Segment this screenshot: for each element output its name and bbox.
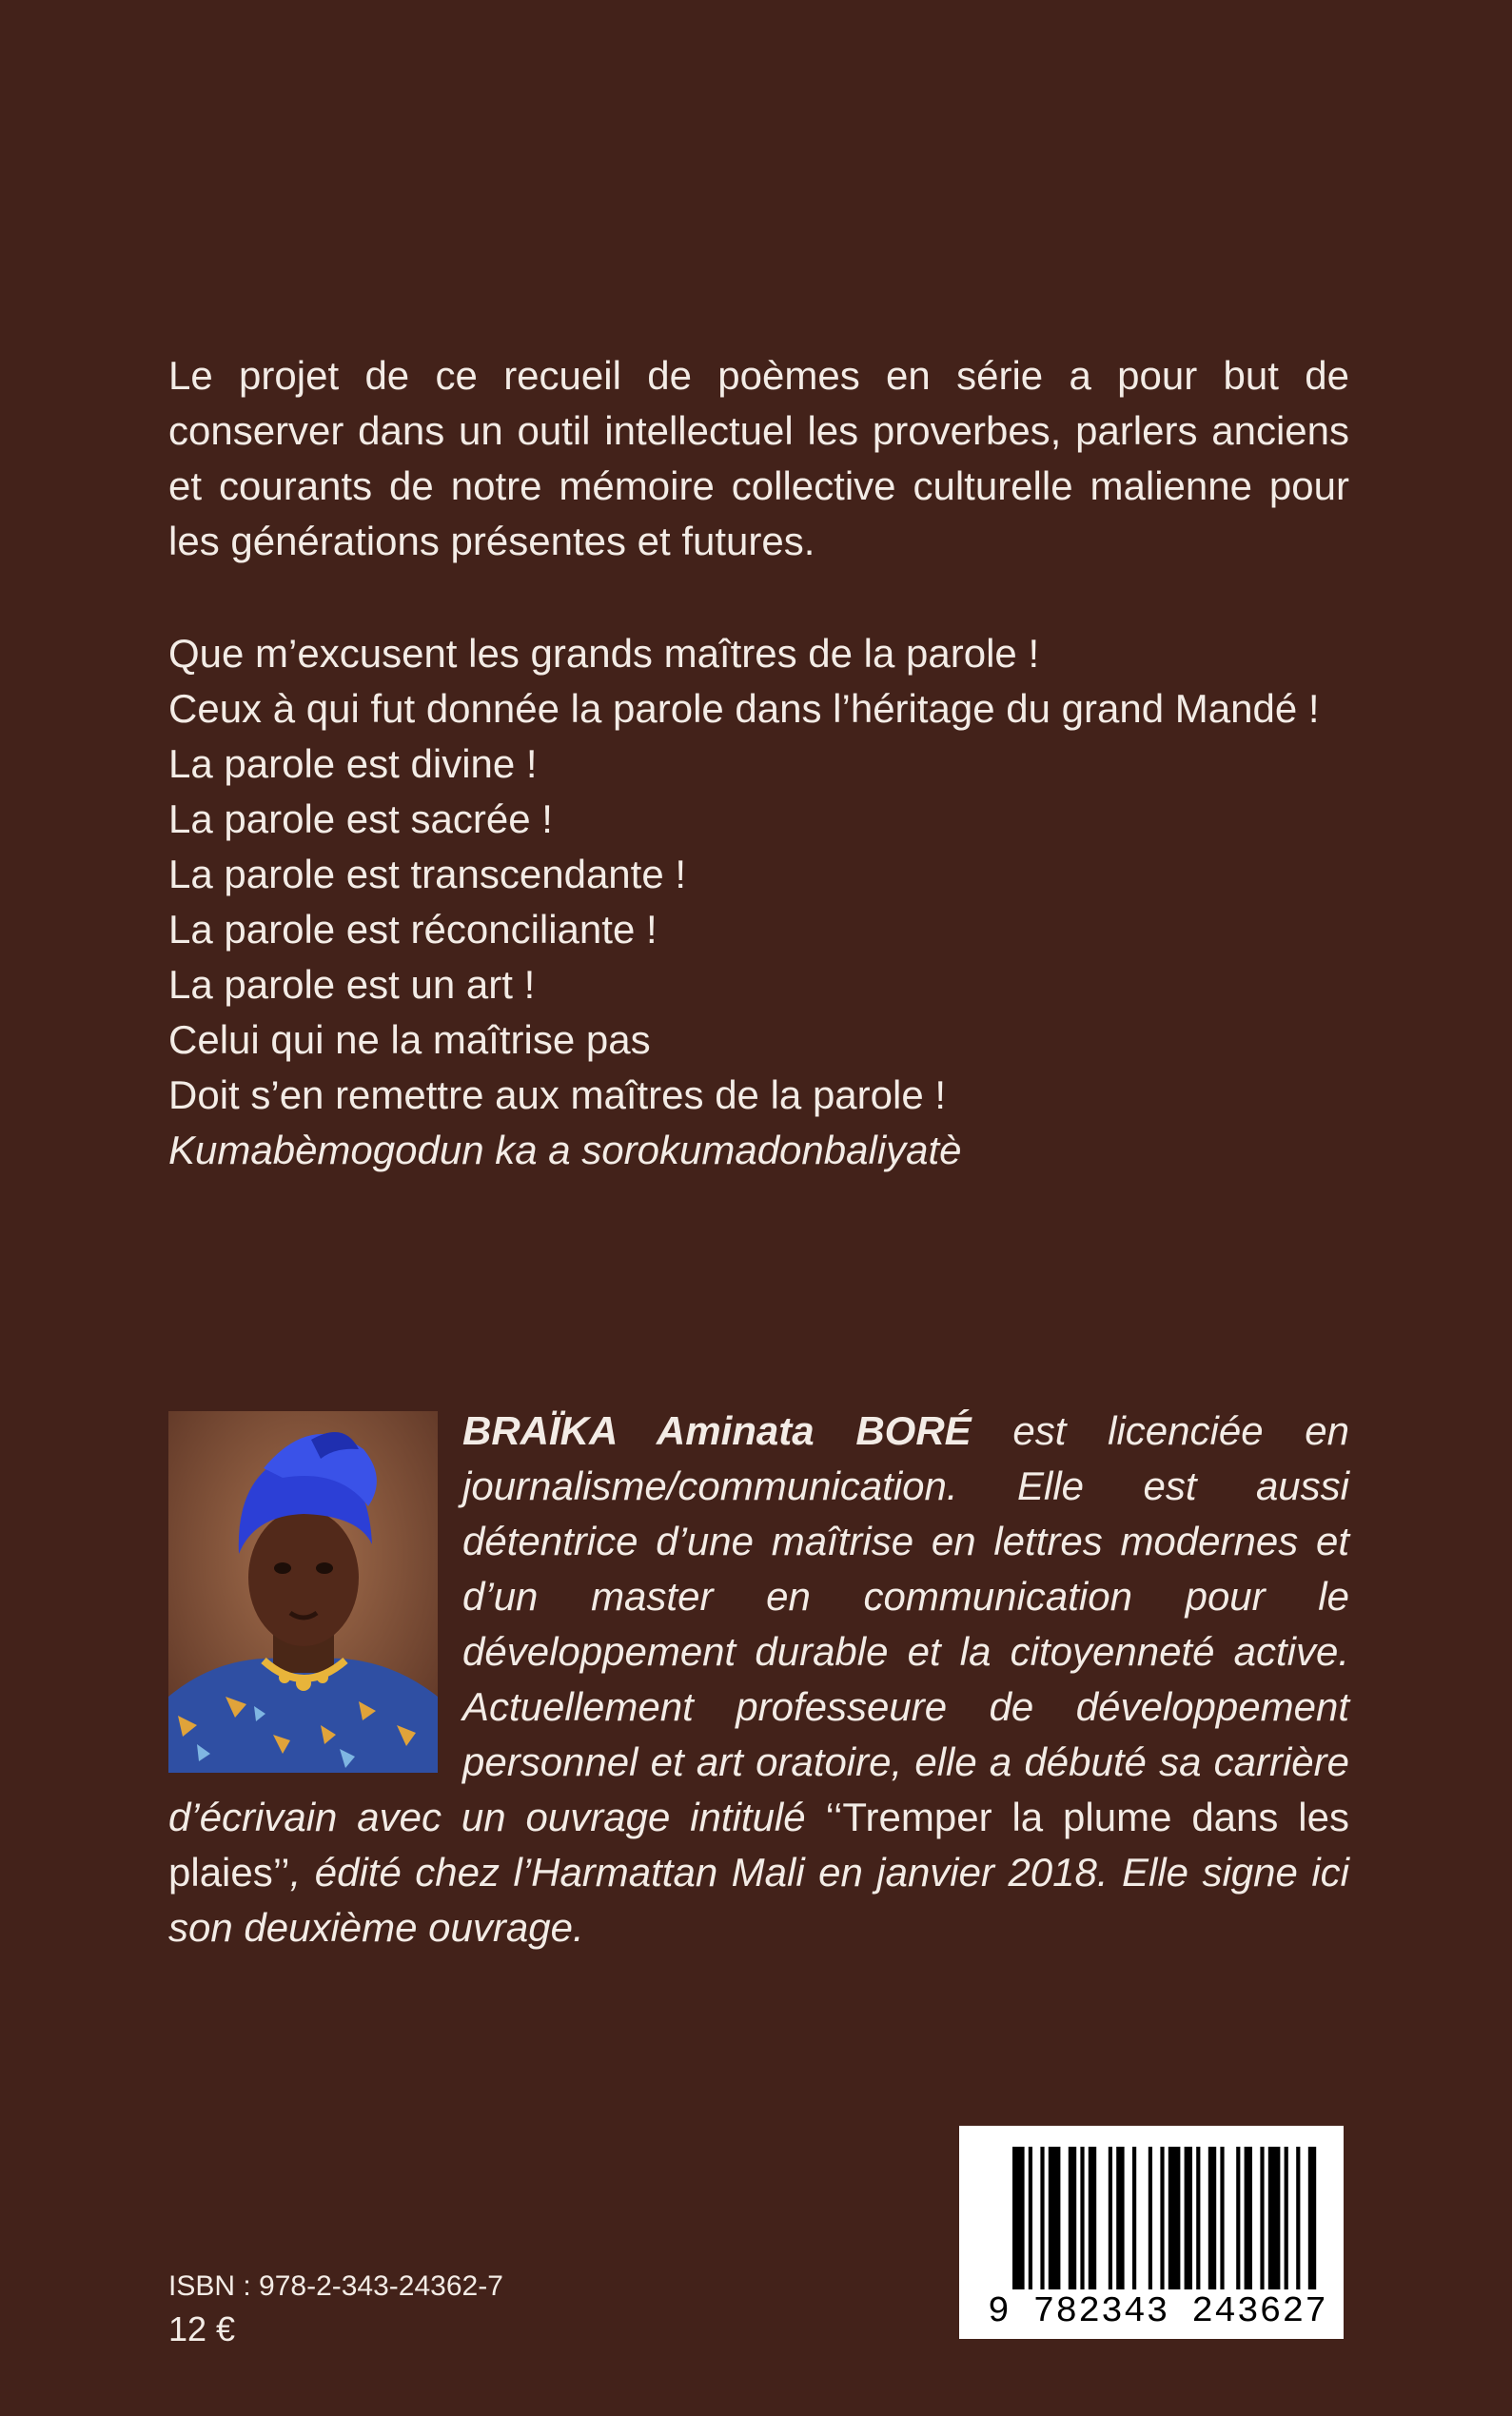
- barcode-bar: [1069, 2147, 1076, 2289]
- barcode-bar: [1245, 2147, 1252, 2289]
- barcode-bar: [1296, 2147, 1300, 2289]
- barcode-bar: [1132, 2147, 1136, 2289]
- barcode-bar: [1185, 2147, 1192, 2289]
- barcode-bar: [1308, 2147, 1316, 2289]
- barcode-bar: [1040, 2147, 1044, 2289]
- poem-line: Celui qui ne la maîtrise pas: [168, 1017, 651, 1062]
- poem-line: La parole est transcendante !: [168, 852, 687, 896]
- barcode-bar: [1260, 2147, 1264, 2289]
- barcode-bar: [1168, 2147, 1181, 2289]
- author-name: BRAÏKA Aminata BORÉ: [462, 1408, 972, 1453]
- barcode-bar: [1149, 2147, 1152, 2289]
- barcode-bar: [1236, 2147, 1240, 2289]
- poem-line: La parole est réconciliante !: [168, 907, 658, 952]
- barcode-bar: [1160, 2147, 1164, 2289]
- barcode-bar: [1196, 2147, 1200, 2289]
- poem-line: Ceux à qui fut donnée la parole dans l’héritage du grand Mandé !: [168, 686, 1320, 731]
- author-section: [168, 1404, 1349, 1955]
- barcode-bar: [1089, 2147, 1096, 2289]
- author-bio-part2: , édité chez l’Harmattan Mali en janvier 2018. Elle signe ici son deuxième ouvrage.: [168, 1850, 1349, 1950]
- barcode-bar: [1220, 2147, 1224, 2289]
- barcode-bar: [1109, 2147, 1112, 2289]
- poem-line: La parole est sacrée !: [168, 796, 553, 841]
- poem-line: La parole est divine !: [168, 741, 538, 786]
- barcode-bar: [1208, 2147, 1216, 2289]
- isbn: ISBN : 978-2-343-24362-7: [168, 2270, 503, 2302]
- barcode: [959, 2126, 1344, 2339]
- barcode-digits: 9 782343 243627: [988, 2291, 1328, 2332]
- author-photo: [168, 1411, 438, 1773]
- barcode-bar: [1080, 2147, 1084, 2289]
- poem-line-bambara: Kumabèmogodun ka a sorokumadonbaliyatè: [168, 1128, 962, 1172]
- poem-line: Doit s’en remettre aux maîtres de la parole !: [168, 1072, 947, 1117]
- barcode-bar: [1285, 2147, 1288, 2289]
- book-title: ‘‘Tremper la plume dans les plaies’’: [168, 1795, 1349, 1895]
- barcode-bar: [1029, 2147, 1032, 2289]
- poem-line: La parole est un art !: [168, 962, 536, 1007]
- barcode-bar: [1049, 2147, 1061, 2289]
- author-bio-part1: est licenciée en journalisme/communication. Elle est aussi détentrice d’une maîtrise en lettres modernes et d’un master en communication pour le développement durable et la citoyenneté active. Actuellement professeure de développement personnel et art oratoire, elle a débuté sa carrière d’écrivain avec un ouvrage intitulé: [168, 1408, 1349, 1839]
- poem: [168, 626, 1349, 1178]
- barcode-bar: [1012, 2147, 1025, 2289]
- barcode-bar: [1116, 2147, 1124, 2289]
- intro-paragraph: Le projet de ce recueil de poèmes en série a pour but de conserver dans un outil intellectuel les proverbes, parlers anciens et courants de notre mémoire collective culturelle malienne pour les générations présentes et futures.: [168, 353, 1349, 563]
- poem-line: Que m’excusent les grands maîtres de la parole !: [168, 631, 1040, 676]
- barcode-bar: [1268, 2147, 1281, 2289]
- price: 12 €: [168, 2309, 236, 2348]
